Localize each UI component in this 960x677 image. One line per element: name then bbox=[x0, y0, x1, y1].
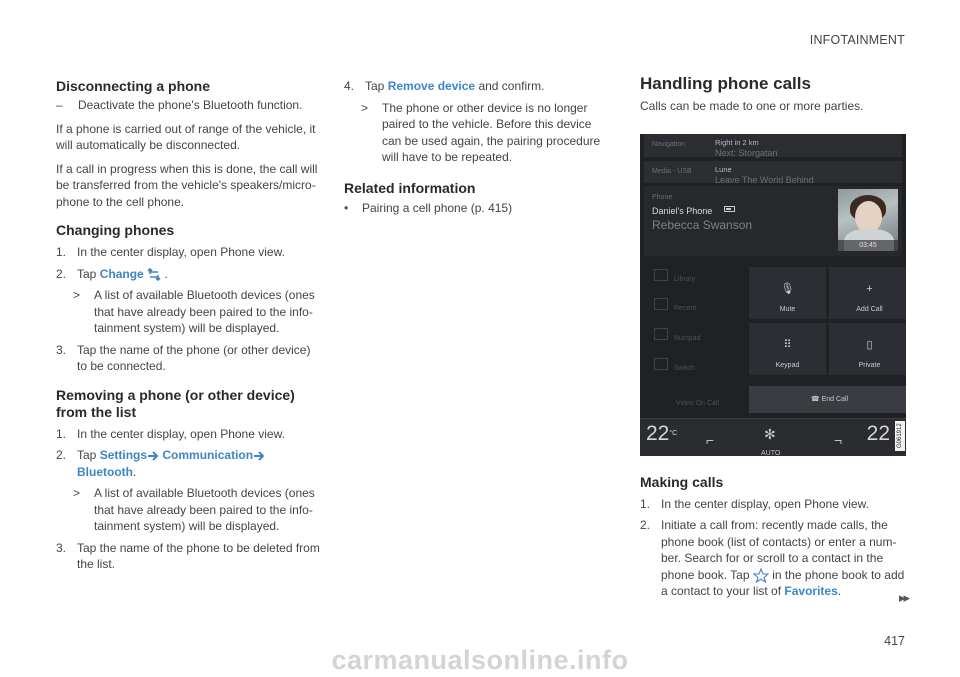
caller-photo bbox=[838, 189, 898, 251]
heading-handling-calls: Handling phone calls bbox=[640, 74, 811, 93]
call-timer: 03:45 bbox=[838, 240, 898, 251]
seat-heat-left-icon: ⌐ bbox=[706, 431, 715, 448]
result-marker: > bbox=[73, 486, 81, 500]
step bbox=[344, 78, 610, 95]
media-tile bbox=[644, 161, 902, 183]
step-number: 1. bbox=[56, 245, 67, 259]
step-result bbox=[73, 287, 320, 337]
heading-removing-phone: Removing a phone (or other device) from the list bbox=[56, 386, 295, 420]
device-name: Daniel's Phone bbox=[652, 205, 713, 216]
related-item bbox=[344, 200, 610, 217]
step-number: 1. bbox=[640, 496, 651, 511]
paragraph: If a call in progress when this is done, the call will be transferred from the vehicle's speakers/micro-phone to the cell phone. bbox=[56, 161, 318, 209]
step bbox=[56, 447, 320, 480]
forward-arrows-icon: ▸▸ bbox=[898, 590, 908, 605]
favorites-link: Favorites bbox=[784, 584, 838, 598]
step-result bbox=[361, 100, 610, 166]
step-number: 1. bbox=[56, 426, 67, 441]
bluetooth-link: Bluetooth bbox=[77, 464, 133, 479]
tile-line: Lune bbox=[715, 164, 732, 174]
step bbox=[56, 342, 320, 375]
step-text-pre: Tap bbox=[77, 448, 97, 462]
end-call-button bbox=[749, 386, 906, 413]
recent-icon bbox=[654, 298, 668, 310]
settings-link: Settings bbox=[99, 448, 148, 462]
dash-marker: – bbox=[56, 98, 63, 112]
watermark: carmanualsonline.info bbox=[331, 645, 629, 675]
step-text: Tap the name of the phone (or other device) to be connected. bbox=[77, 342, 311, 373]
caller-name: Rebecca Swanson bbox=[652, 217, 753, 232]
step-number: 2. bbox=[640, 518, 651, 532]
menu-label: Switch bbox=[674, 364, 695, 372]
tile-label: Phone bbox=[652, 193, 673, 201]
step bbox=[56, 426, 320, 443]
temp-right-value: 22 bbox=[866, 421, 890, 445]
step bbox=[640, 517, 908, 600]
add-call-button bbox=[829, 267, 906, 319]
navigation-tile bbox=[644, 134, 902, 157]
step-number: 4. bbox=[344, 79, 355, 93]
dash-text: Deactivate the phone's Bluetooth function. bbox=[78, 98, 303, 112]
step-number: 3. bbox=[56, 540, 67, 555]
intro-text: Calls can be made to one or more parties. bbox=[640, 99, 864, 113]
heading-disconnecting: Disconnecting a phone bbox=[56, 78, 211, 94]
button-label: Add Call bbox=[856, 306, 883, 313]
paragraph: If a phone is carried out of range of the vehicle, it will automatically be disconnected. bbox=[56, 121, 316, 152]
step-text-b: in the phone book to add a contact to your list of bbox=[661, 567, 905, 598]
climate-bar bbox=[640, 418, 906, 456]
result-marker: > bbox=[361, 100, 369, 115]
column-right bbox=[640, 74, 908, 600]
column-middle bbox=[344, 78, 610, 216]
dash-item bbox=[56, 97, 320, 114]
related-link: Pairing a cell phone (p. 415) bbox=[362, 200, 513, 215]
mic-icon: 🎙 bbox=[780, 282, 795, 295]
step-text-pre: Tap bbox=[77, 266, 97, 281]
private-button bbox=[829, 323, 906, 375]
plus-icon: + bbox=[866, 282, 873, 295]
arrow-right-icon bbox=[253, 451, 265, 461]
auto-label: AUTO bbox=[761, 449, 781, 456]
result-text: A list of available Bluetooth devices (ones that have already been paired to the info-tainment system) will be displayed. bbox=[94, 486, 315, 533]
mute-button bbox=[749, 267, 826, 319]
step-text-end: . bbox=[837, 584, 842, 598]
step-text: In the center display, open Phone view. bbox=[77, 245, 285, 259]
step-text bbox=[661, 517, 908, 600]
keypad-icon: ⠿ bbox=[783, 338, 792, 351]
step-text bbox=[365, 78, 544, 95]
heading-changing-phones: Changing phones bbox=[56, 222, 175, 238]
video-call-label: Video On Call bbox=[676, 399, 720, 407]
menu-label: Numpad bbox=[674, 334, 701, 342]
menu-label: Library bbox=[674, 275, 696, 283]
fan-icon: ✻ bbox=[764, 425, 776, 442]
running-header: INFOTAINMENT bbox=[809, 33, 905, 47]
numpad-icon bbox=[654, 328, 668, 340]
step-number: 3. bbox=[56, 342, 67, 357]
step-number: 2. bbox=[56, 448, 67, 462]
step-text: In the center display, open Phone view. bbox=[661, 496, 869, 511]
seat-heat-right-icon: ¬ bbox=[834, 431, 843, 448]
battery-icon bbox=[724, 206, 735, 212]
phone-view-screenshot bbox=[640, 134, 906, 456]
step-text-post: . bbox=[164, 266, 168, 281]
step bbox=[640, 496, 908, 513]
button-label: Keypad bbox=[775, 362, 800, 369]
button-label: Private bbox=[858, 362, 881, 369]
step-result bbox=[73, 485, 320, 535]
communication-link: Communication bbox=[162, 448, 254, 462]
change-link: Change bbox=[99, 266, 144, 281]
button-label: End Call bbox=[821, 395, 849, 403]
temp-left bbox=[646, 421, 678, 445]
step-text-pre: Tap bbox=[365, 79, 385, 93]
step-text-post: and confirm. bbox=[478, 79, 545, 93]
result-text: The phone or other device is no longer paired to the vehicle. Before this device can be used again, the pairing procedure will have to be repeated. bbox=[382, 100, 601, 164]
step-text bbox=[77, 447, 320, 480]
remove-device-link: Remove device bbox=[387, 79, 476, 93]
result-marker: > bbox=[73, 288, 81, 302]
menu-label: Recent bbox=[674, 304, 697, 312]
step bbox=[56, 244, 320, 261]
tile-label: Navigation bbox=[652, 140, 686, 148]
heading-related-information: Related information bbox=[344, 179, 476, 196]
phone-icon: ▯ bbox=[866, 338, 873, 351]
image-code: G061912 bbox=[895, 421, 905, 451]
step-number: 2. bbox=[56, 266, 67, 281]
tile-label: Media - USB bbox=[652, 167, 692, 175]
heading-making-calls: Making calls bbox=[640, 473, 724, 490]
column-left bbox=[56, 78, 320, 573]
temp-left-value: 22 bbox=[646, 421, 670, 445]
tile-line: Leave The World Behind bbox=[715, 174, 814, 185]
step-text-post: . bbox=[133, 464, 137, 479]
step-text: In the center display, open Phone view. bbox=[77, 426, 285, 441]
star-icon bbox=[753, 568, 769, 583]
keypad-button bbox=[749, 323, 826, 375]
photo-face bbox=[855, 201, 882, 233]
step bbox=[56, 540, 320, 573]
step-text-a: Initiate a call from: recently made calls, the phone book (list of contacts) or enter a num-ber. Search for or scroll to a contact in the phone book. Tap bbox=[661, 518, 897, 582]
tile-line: Right in 2 km bbox=[715, 137, 759, 147]
page-number: 417 bbox=[884, 634, 905, 648]
button-label: Mute bbox=[779, 306, 796, 313]
step bbox=[56, 266, 320, 283]
library-icon bbox=[654, 269, 668, 281]
bullet: • bbox=[344, 200, 349, 215]
tile-line: Next: Storgatan bbox=[715, 147, 778, 158]
temp-unit: °C bbox=[669, 429, 678, 437]
switch-icon bbox=[147, 268, 161, 281]
result-text: A list of available Bluetooth devices (ones that have already been paired to the info-tainment system) will be displayed. bbox=[94, 288, 315, 335]
switch-icon bbox=[654, 358, 668, 370]
step-text bbox=[77, 266, 168, 283]
arrow-right-icon bbox=[147, 451, 159, 461]
phone-tile bbox=[644, 186, 902, 256]
step-text: Tap the name of the phone to be deleted from the list. bbox=[77, 540, 320, 571]
hangup-icon: ☎ bbox=[810, 395, 820, 403]
